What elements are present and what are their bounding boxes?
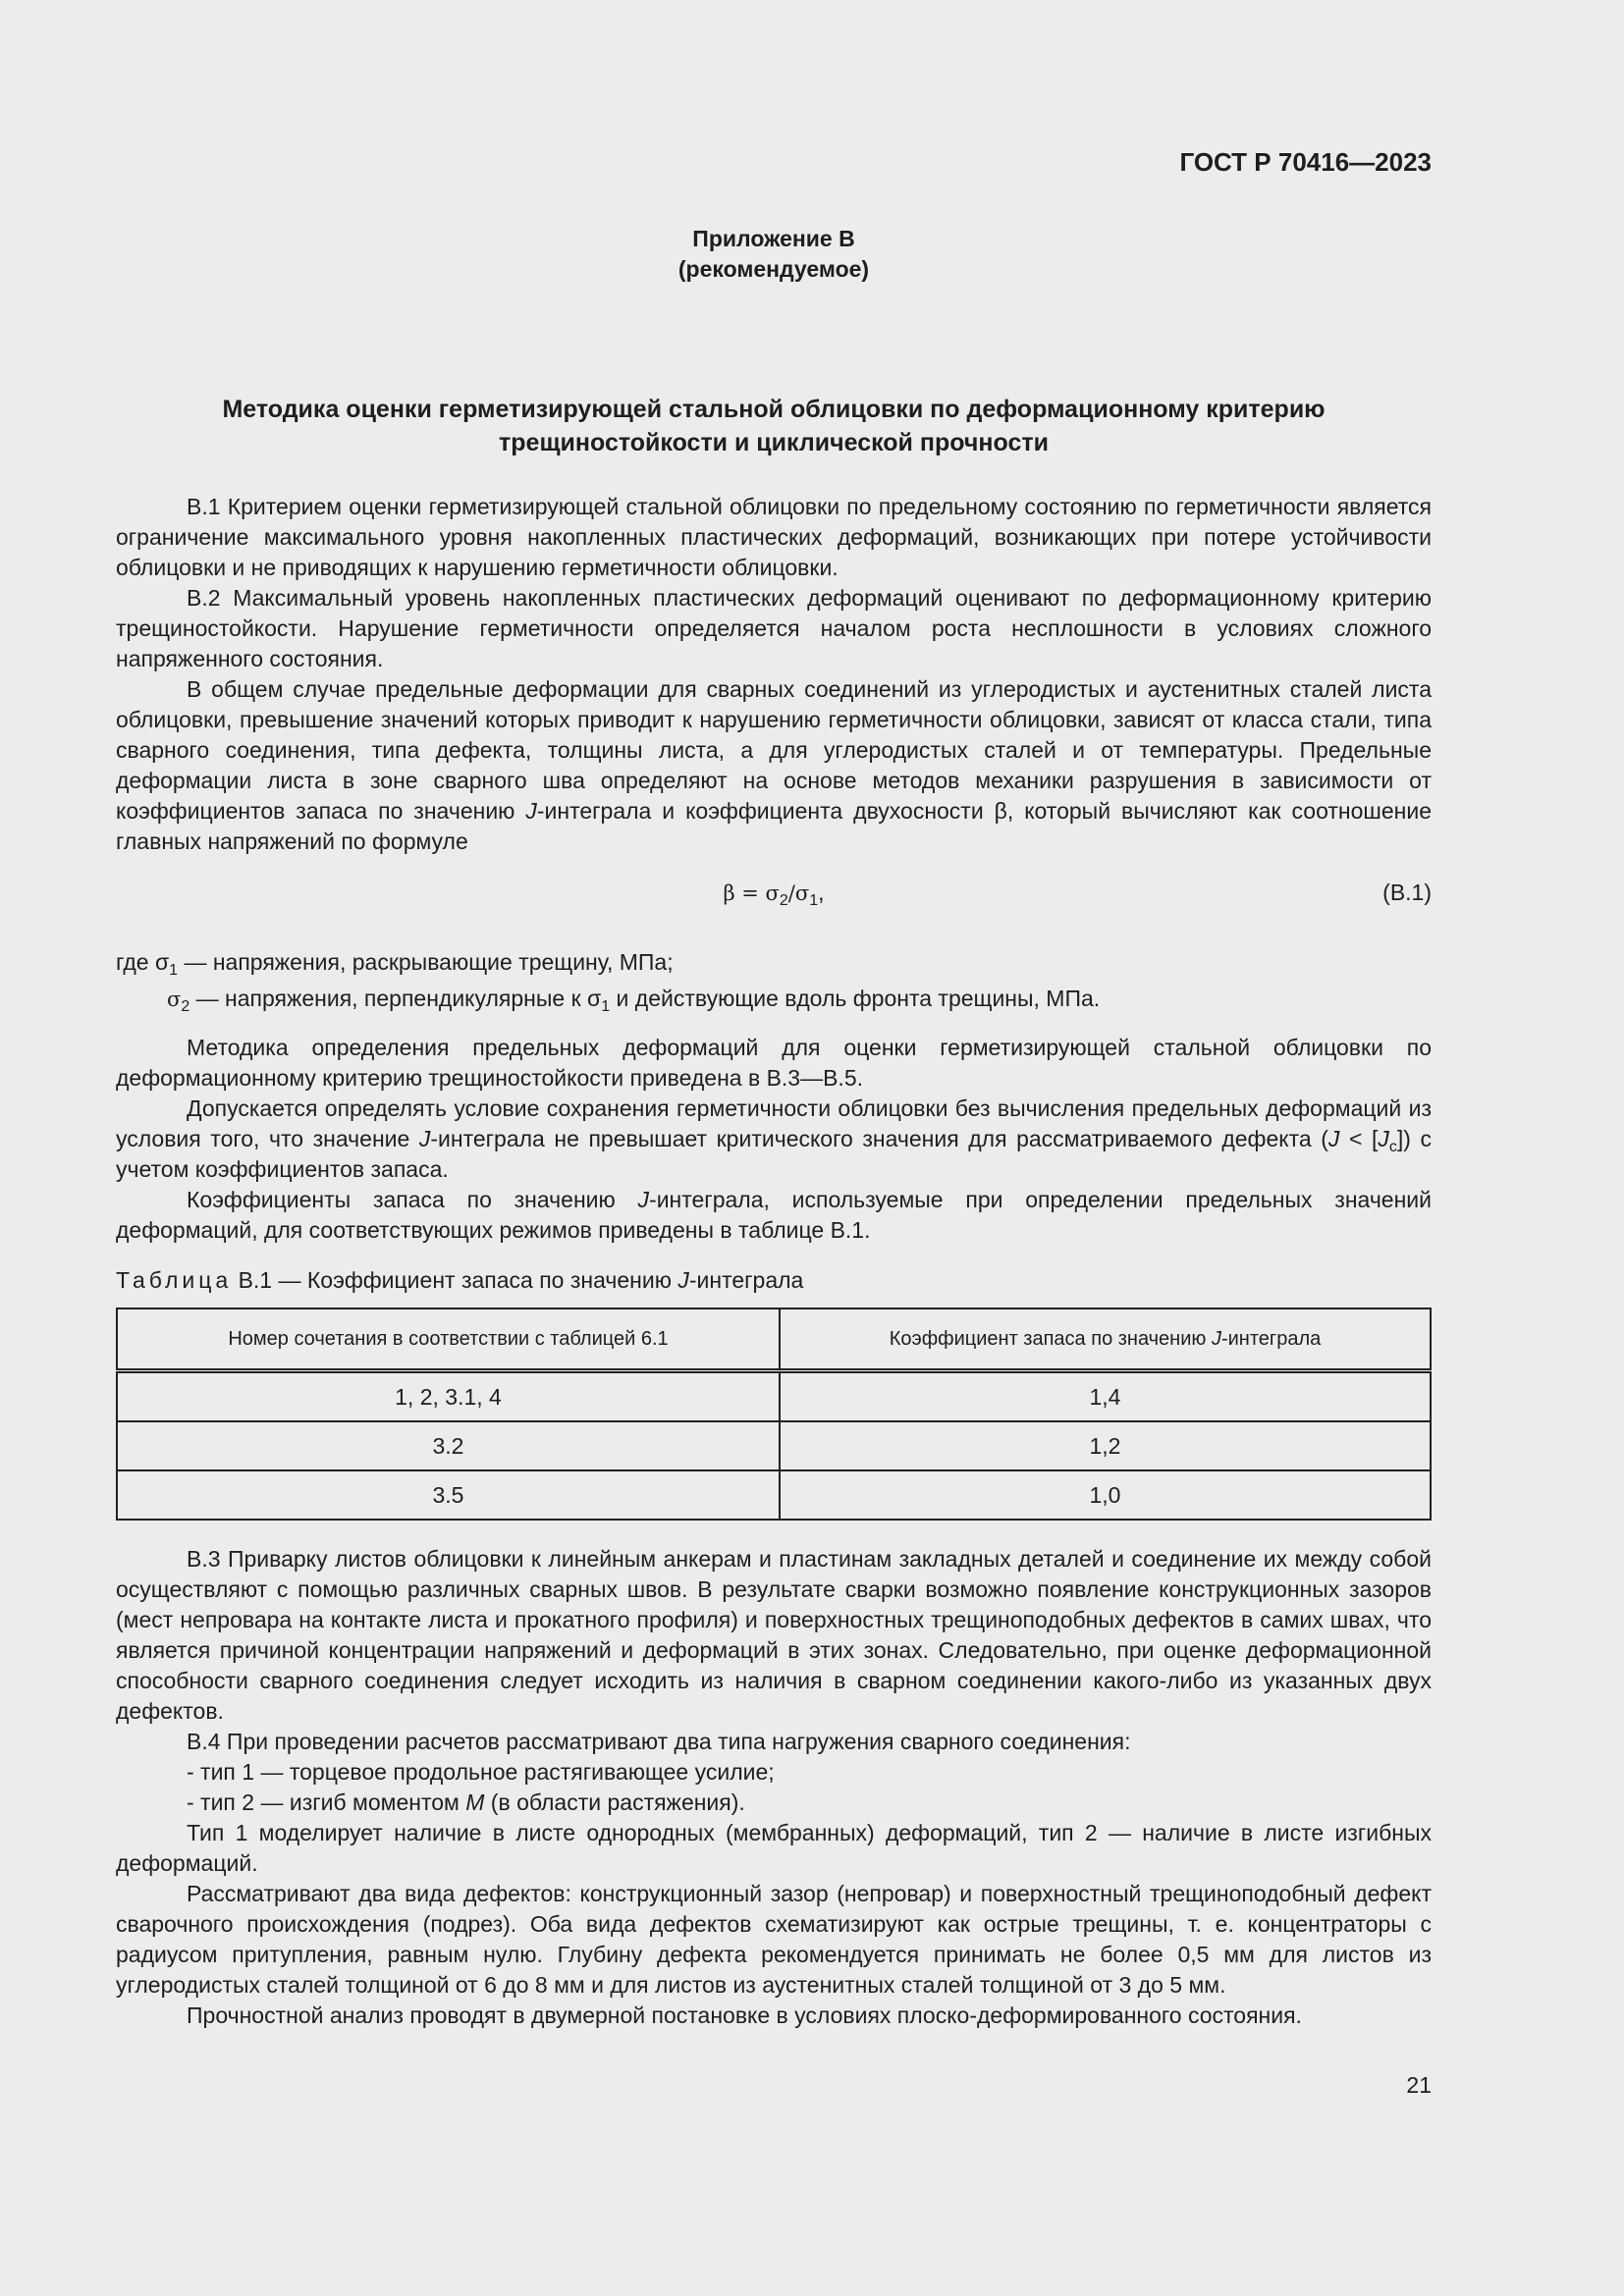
paragraph-analysis: Прочностной анализ проводят в двумерной постановке в условиях плоско-деформированного состояния. — [187, 2002, 1302, 2028]
cell-coefficient: 1,4 — [780, 1371, 1431, 1422]
safety-factor-table — [116, 1308, 1432, 1521]
formula-number: (В.1) — [1382, 880, 1432, 905]
appendix-label: Приложение В — [692, 226, 855, 251]
list-item-type2: - тип 2 — изгиб моментом M (в области растяжения). — [187, 1789, 745, 1815]
appendix-heading — [116, 224, 1432, 285]
table-row — [117, 1470, 1431, 1520]
paragraph-coefficients: Коэффициенты запаса по значению J-интеграла, используемые при определении предельных значений деформаций, для соответствующих режимов приведены в таблице В.1. — [116, 1187, 1432, 1243]
paragraph-method-ref: Методика определения предельных деформаций для оценки герметизирующей стальной облицовки по деформационному критерию трещиностойкости приведена в В.3—В.5. — [116, 1035, 1432, 1091]
cell-coefficient: 1,0 — [780, 1470, 1431, 1520]
column-header-coefficient: Коэффициент запаса по значению J-интеграла — [780, 1308, 1431, 1371]
column-header-combination: Номер сочетания в соответствии с таблицей 6.1 — [117, 1308, 780, 1371]
table-caption: Таблица В.1 — Коэффициент запаса по значению J-интеграла — [116, 1267, 804, 1293]
paragraph-b3: В.3 Приварку листов облицовки к линейным анкерам и пластинам закладных деталей и соединение их между собой осуществляют с помощью различных сварных швов. В результате сварки возможно появление конструкционных зазоров (мест непровара на контакте листа и прокатного профиля) и поверхностных трещиноподобных дефектов в самих швах, что является причиной концентрации напряжений и деформаций в этих зонах. Следовательно, при оценке деформационной способности сварного соединения следует исходить из наличия в сварном соединении какого-либо из указанных двух дефектов. — [116, 1546, 1432, 1724]
table-header-row — [117, 1308, 1431, 1371]
formula-expression: $\beta = \sigma_2/\sigma_1$, — [723, 880, 825, 909]
paragraph-defects: Рассматривают два вида дефектов: конструкционный зазор (непровар) и поверхностный трещиноподобный дефект сварочного происхождения (подрез). Оба вида дефектов схематизируют как острые трещины, т. е. концентраторы с радиусом притупления, равным нулю. Глубину дефекта рекомендуется принимать не более 0,5 мм для листов из углеродистых сталей толщиной от 6 до 8 мм и для листов из аустенитных сталей толщиной от 3 до 5 мм. — [116, 1881, 1432, 1998]
formula-legend-sigma2: $\sigma_2$ — напряжения, перпендикулярные к $\sigma_1$ и действующие вдоль фронта трещины, МПа. — [167, 986, 1101, 1015]
paragraph-b1: В.1 Критерием оценки герметизирующей стальной облицовки по предельному состоянию по герметичности является ограничение максимального уровня накопленных пластических деформаций, возникающих при потере устойчивости облицовки и не приводящих к нарушению герметичности облицовки. — [116, 494, 1432, 580]
cell-combination: 3.5 — [117, 1470, 780, 1520]
cell-combination: 3.2 — [117, 1421, 780, 1470]
formula-b1 — [116, 878, 1432, 908]
document-code: ГОСТ Р 70416—2023 — [1179, 147, 1432, 177]
page-number: 21 — [1406, 2072, 1432, 2098]
paragraph-b4: В.4 При проведении расчетов рассматривают два типа нагружения сварного соединения: — [187, 1729, 1131, 1754]
cell-combination: 1, 2, 3.1, 4 — [117, 1371, 780, 1422]
section-title-line-1: Методика оценки герметизирующей стальной облицовки по деформационному критерию — [222, 396, 1326, 423]
paragraph-allowance: Допускается определять условие сохранения герметичности облицовки без вычисления предельных деформаций из условия того, что значение J-интеграла не превышает критического значения для рассматриваемого дефекта $(J < [J_c])$ с учетом коэффициентов запаса. — [116, 1095, 1432, 1182]
list-item-type1: - тип 1 — торцевое продольное растягивающее усилие; — [187, 1759, 775, 1785]
section-title — [116, 393, 1432, 459]
paragraph-load-types: Тип 1 моделирует наличие в листе однородных (мембранных) деформаций, тип 2 — наличие в листе изгибных деформаций. — [116, 1820, 1432, 1876]
formula-legend-sigma1: где $\sigma_1$ — напряжения, раскрывающие трещину, МПа; — [116, 949, 674, 979]
paragraph-general: В общем случае предельные деформации для сварных соединений из углеродистых и аустенитных сталей листа облицовки, превышение значений которых приводит к нарушению герметичности облицовки, зависят от класса стали, типа сварного соединения, типа дефекта, толщины листа, а для углеродистых сталей и от температуры. Предельные деформации листа в зоне сварного шва определяют на основе методов механики разрушения в зависимости от коэффициентов запаса по значению J-интеграла и коэффициента двухосности β, который вычисляют как соотношение главных напряжений по формуле — [116, 676, 1432, 854]
body-content — [116, 492, 1432, 2031]
cell-coefficient: 1,2 — [780, 1421, 1431, 1470]
paragraph-b2: В.2 Максимальный уровень накопленных пластических деформаций оценивают по деформационному критерию трещиностойкости. Нарушение герметичности определяется началом роста несплошности в условиях сложного напряженного состояния. — [116, 585, 1432, 671]
appendix-status: (рекомендуемое) — [677, 256, 870, 282]
section-title-line-2: трещиностойкости и циклической прочности — [499, 429, 1049, 456]
table-row — [117, 1421, 1431, 1470]
table-row — [117, 1371, 1431, 1422]
